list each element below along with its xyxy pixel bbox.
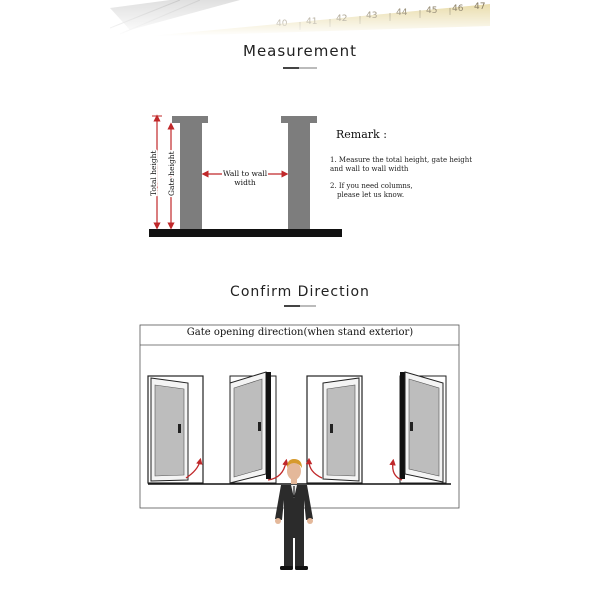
remark-item-1-line-1: 1. Measure the total height, gate height xyxy=(330,156,473,164)
gate-height-label: Gate height xyxy=(167,151,176,196)
remark-item-1-line-2: and wall to wall width xyxy=(330,165,409,173)
remark-title: Remark : xyxy=(336,128,387,141)
measurement-title: Measurement xyxy=(243,42,357,60)
gate-door-4 xyxy=(393,372,446,483)
wall-width-label-line2: width xyxy=(234,178,256,187)
confirm-direction-title: Confirm Direction xyxy=(230,284,370,300)
wall-width-label-line1: Wall to wall xyxy=(222,169,268,178)
gate-opening-direction-title: Gate opening direction(when stand exterior) xyxy=(186,327,414,338)
remark-item-2-line-1: 2. If you need columns, xyxy=(330,182,413,190)
remark-item-2-line-2: please let us know. xyxy=(337,191,405,199)
total-height-label: Total height xyxy=(149,150,158,196)
